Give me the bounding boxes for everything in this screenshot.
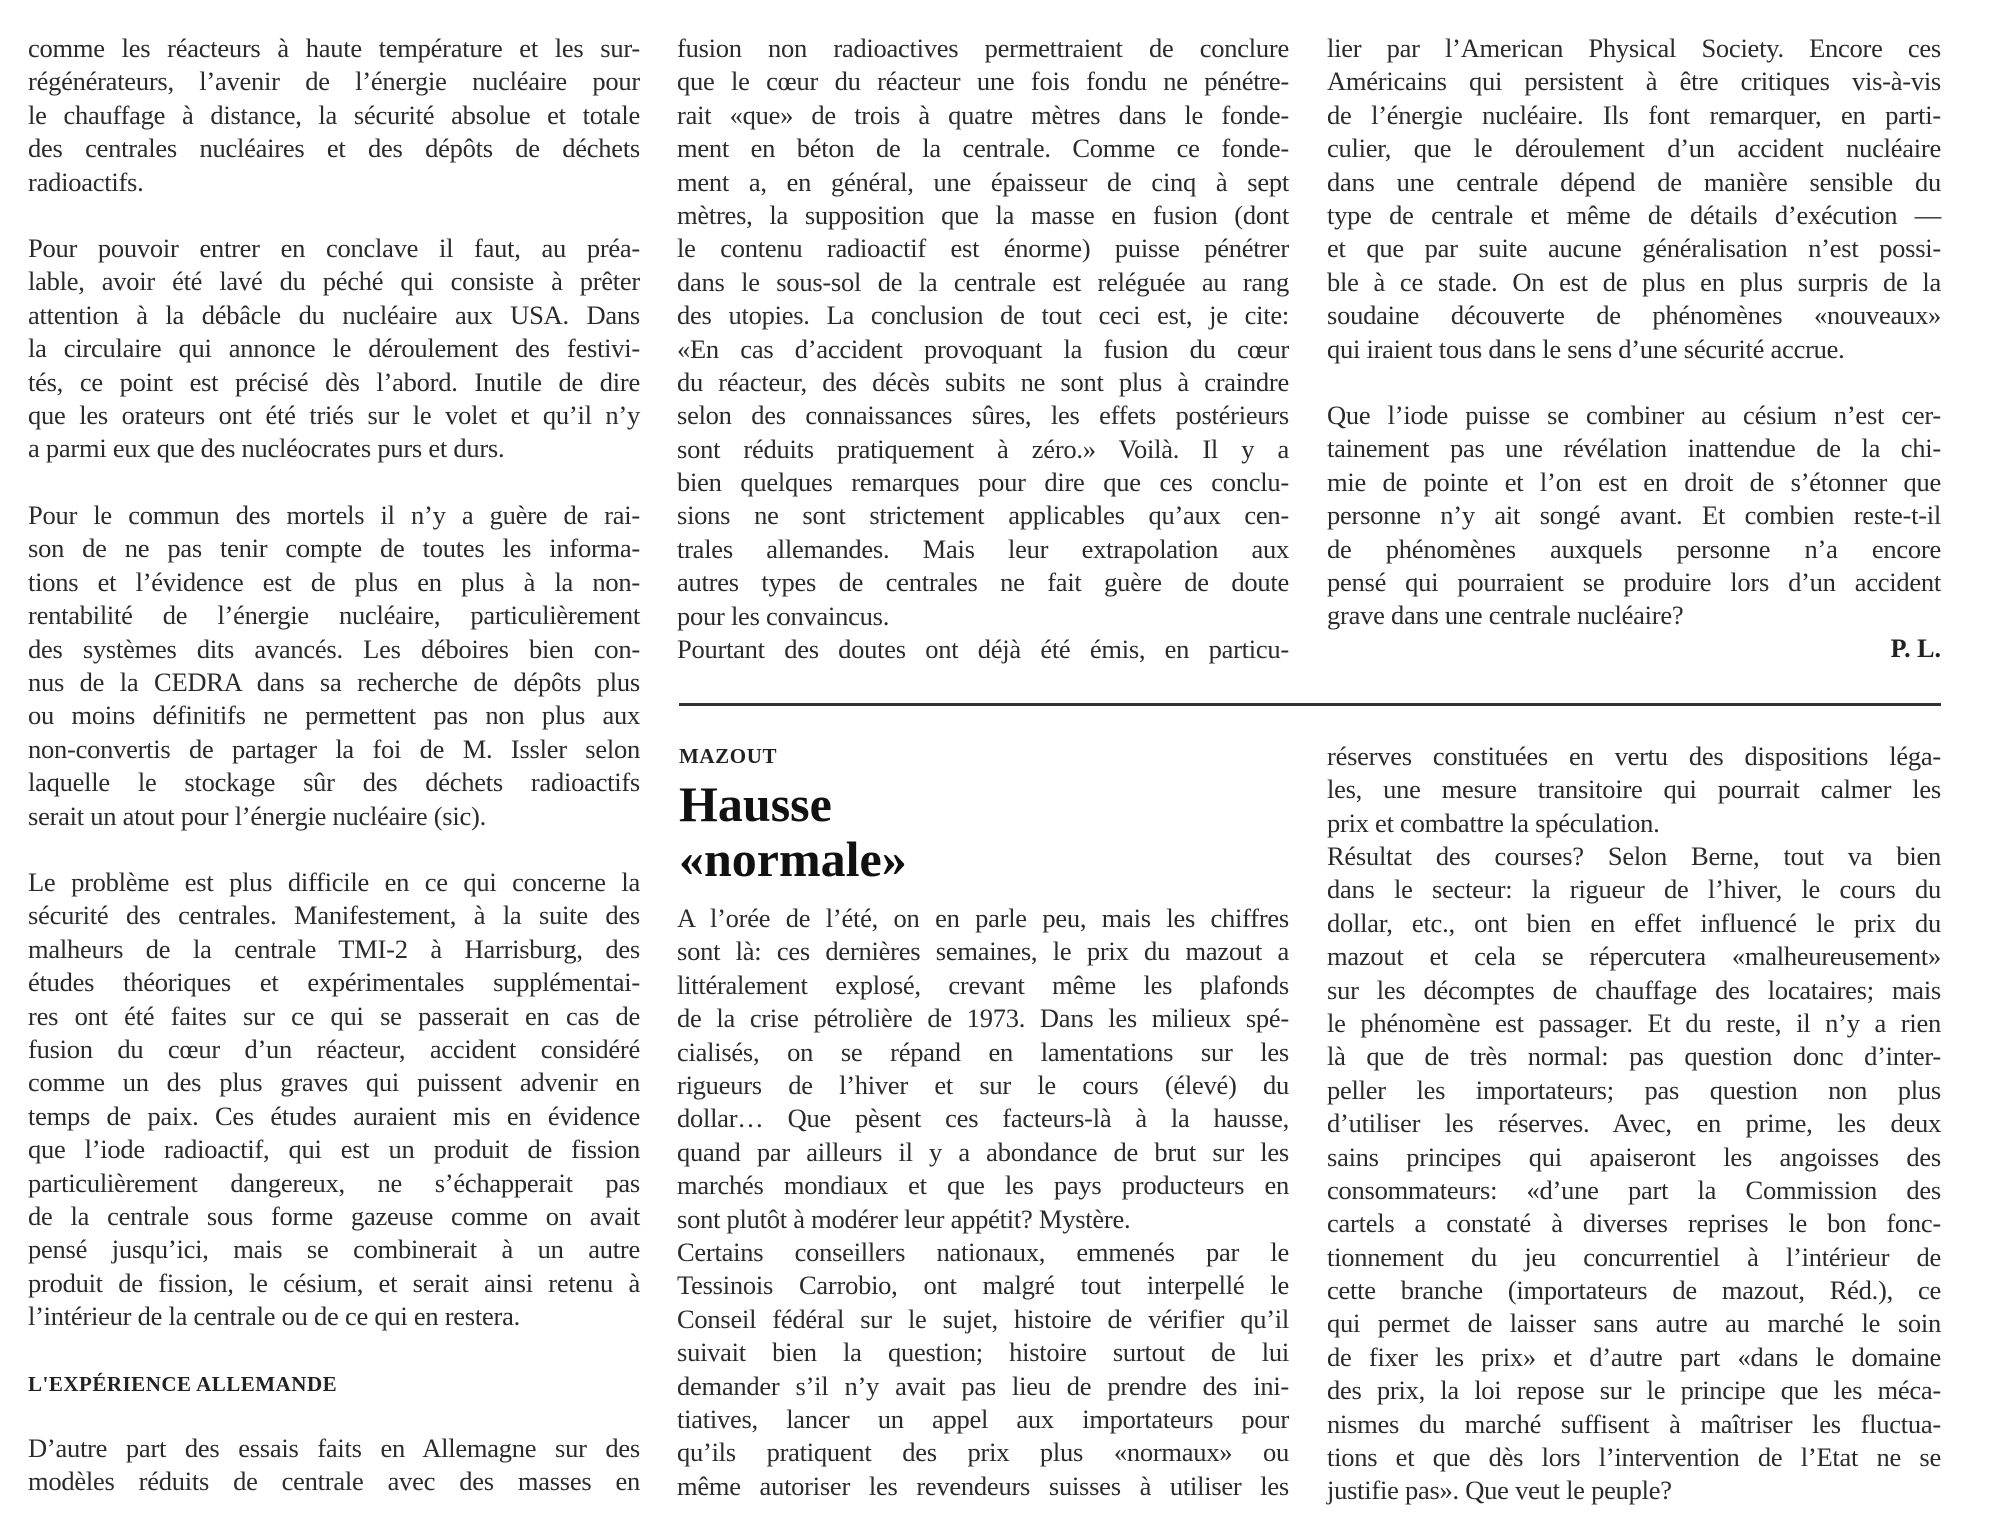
text-line: Pour le commun des mortels il n’y a guère de rai- — [28, 500, 640, 530]
text-line: Le problème est plus difficile en ce qui concerne la — [28, 867, 640, 897]
text-line: réserves constituées en vertu des dispositions léga- — [1327, 741, 1941, 771]
text-line: Certains conseillers nationaux, emmenés par le — [677, 1237, 1289, 1267]
text-line: cette branche (importateurs de mazout, Réd.), ce — [1327, 1275, 1941, 1306]
section-divider-rule — [679, 703, 1941, 706]
text-line: dans le secteur: la rigueur de l’hiver, le cours du — [1327, 874, 1941, 905]
text-line: rait «que» de trois à quatre mètres dans le fonde- — [677, 99, 1289, 130]
text-line: prix et combattre la spéculation. — [1327, 807, 1660, 838]
text-line: le chauffage à distance, la sécurité absolue et totale — [28, 99, 640, 130]
text-line: ment a, en général, une épaisseur de cinq à sept — [677, 166, 1289, 197]
text-line: tainement pas une révélation inattendue de la chi- — [1327, 433, 1941, 464]
text-line: sont là: ces dernières semaines, le prix du mazout a — [677, 936, 1289, 967]
text-line: fusion non radioactives permettraient de conclure — [677, 33, 1289, 63]
text-line: Conseil fédéral sur le sujet, histoire de vérifier qu’il — [677, 1303, 1289, 1334]
paragraph — [1327, 840, 1941, 1508]
text-line: cialisés, on se répand en lamentations sur les — [677, 1036, 1289, 1067]
text-line: lable, avoir été lavé du péché qui consiste à prêter — [28, 266, 640, 297]
text-line: tiatives, lancer un appel aux importateurs pour — [677, 1403, 1289, 1434]
text-line: le phénomène est passager. Et du reste, il n’y a rien — [1327, 1007, 1941, 1038]
text-line: tés, ce point est précisé dès l’abord. Inutile de dire — [28, 366, 640, 397]
author-signature: P. L. — [1890, 634, 1941, 663]
text-line: bien quelques remarques pour dire que ces conclu- — [677, 467, 1289, 498]
text-line: marchés mondiaux et que les pays producteurs en — [677, 1170, 1289, 1201]
text-line: littéralement explosé, crevant même les plafonds — [677, 969, 1289, 1000]
paragraph — [28, 866, 640, 1333]
text-line: D’autre part des essais faits en Allemagne sur des — [28, 1433, 640, 1463]
text-line: de fixer les prix» et d’autre part «dans le domaine — [1327, 1341, 1941, 1372]
text-line: culier, que le déroulement d’un accident nucléaire — [1327, 133, 1941, 164]
paragraph — [28, 32, 640, 199]
text-line: lier par l’American Physical Society. Encore ces — [1327, 33, 1941, 63]
text-line: laquelle le stockage sûr des déchets radioactifs — [28, 767, 640, 798]
paragraph — [28, 1432, 640, 1499]
paragraph — [1327, 399, 1941, 633]
text-line: suivait bien la question; histoire surtout de lui — [677, 1337, 1289, 1368]
text-line: soudaine découverte de phénomènes «nouveaux» — [1327, 300, 1941, 331]
text-line: de phénomènes auxquels personne n’a encore — [1327, 533, 1941, 564]
text-line: produit de fission, le césium, et serait ainsi retenu à — [28, 1267, 640, 1298]
text-line: son de ne pas tenir compte de toutes les informa- — [28, 533, 640, 564]
text-line: sains principes qui apaiseront les angoisses des — [1327, 1141, 1941, 1172]
text-line: nus de la CEDRA dans sa recherche de dépôts plus — [28, 666, 640, 697]
text-line: mazout et cela se répercutera «malheureusement» — [1327, 941, 1941, 972]
text-line: selon des connaissances sûres, les effets postérieurs — [677, 400, 1289, 431]
text-line: type de centrale et même de détails d’exécution — — [1327, 199, 1941, 230]
text-line: A l’orée de l’été, on en parle peu, mais les chiffres — [677, 903, 1289, 933]
text-line: dollar, etc., ont bien en effet influencé le prix du — [1327, 907, 1941, 938]
paragraph — [677, 32, 1289, 633]
text-line: et que par suite aucune généralisation n’est possi- — [1327, 233, 1941, 264]
text-line: res ont été faites sur ce qui se passerait en cas de — [28, 1000, 640, 1031]
text-line: là que de très normal: pas question donc d’inter- — [1327, 1041, 1941, 1072]
text-line: les, une mesure transitoire qui pourrait calmer les — [1327, 774, 1941, 805]
text-line: tions et que dès lors l’intervention de l’Etat ne se — [1327, 1442, 1941, 1473]
text-line: ou moins définitifs ne permettent pas non plus aux — [28, 700, 640, 731]
subheading: L'EXPÉRIENCE ALLEMANDE — [28, 1372, 338, 1396]
text-line: particulièrement dangereux, ne s’échapperait pas — [28, 1167, 640, 1198]
paragraph — [677, 633, 1289, 666]
paragraph — [1327, 32, 1941, 366]
text-line: de l’énergie nucléaire. Ils font remarquer, en parti- — [1327, 99, 1941, 130]
text-line: mie de pointe et l’on est en droit de s’étonner que — [1327, 466, 1941, 497]
headline-line: Hausse — [679, 776, 832, 832]
text-line: a parmi eux que des nucléocrates purs et durs. — [28, 433, 505, 464]
text-line: d’utiliser les réserves. Avec, en prime, les deux — [1327, 1108, 1941, 1139]
text-line: sécurité des centrales. Manifestement, à la suite des — [28, 900, 640, 931]
text-line: nismes du marché suffisent à maîtriser les fluctua- — [1327, 1408, 1941, 1439]
text-line: dollar… Que pèsent ces facteurs-là à la hausse, — [677, 1103, 1289, 1134]
text-line: de la centrale sous forme gazeuse comme on avait — [28, 1200, 640, 1231]
text-line: cartels a constaté à diverses reprises le bon fonc- — [1327, 1208, 1941, 1239]
text-line: la circulaire qui annonce le déroulement des festivi- — [28, 333, 640, 364]
text-line: grave dans une centrale nucléaire? — [1327, 600, 1684, 631]
text-line: des centrales nucléaires et des dépôts de déchets — [28, 133, 640, 164]
text-line: rigueurs de l’hiver et sur le cours (élevé) du — [677, 1069, 1289, 1100]
text-line: que le cœur du réacteur une fois fondu ne pénétre- — [677, 66, 1289, 97]
text-line: de la crise pétrolière de 1973. Dans les milieux spé- — [677, 1003, 1289, 1034]
text-line: personne n’y ait songé avant. Et combien reste-t-il — [1327, 500, 1941, 531]
text-line: ble à ce stade. On est de plus en plus surpris de la — [1327, 266, 1941, 297]
text-line: pensé jusqu’ici, mais se combinerait à un autre — [28, 1234, 640, 1265]
text-line: études théoriques et expérimentales supplémentai- — [28, 967, 640, 998]
paragraph — [677, 1236, 1289, 1503]
text-line: radioactifs. — [28, 166, 144, 197]
text-line: justifie pas». Que veut le peuple? — [1327, 1475, 1672, 1506]
paragraph — [1327, 740, 1941, 840]
text-line: consommateurs: «d’une part la Commission des — [1327, 1174, 1941, 1205]
text-line: du réacteur, des décès subits ne sont plus à craindre — [677, 366, 1289, 397]
text-line: malheurs de la centrale TMI-2 à Harrisburg, des — [28, 933, 640, 964]
article-headline — [679, 777, 907, 887]
text-line: fusion du cœur d’un réacteur, accident considéré — [28, 1033, 640, 1064]
article-kicker: MAZOUT — [679, 744, 778, 768]
text-line: tions et l’évidence est de plus en plus à la non- — [28, 566, 640, 597]
text-line: modèles réduits de centrale avec des masses en — [28, 1466, 640, 1497]
text-line: pensé qui pourraient se produire lors d’un accident — [1327, 566, 1941, 597]
text-line: peller les importateurs; pas question non plus — [1327, 1074, 1941, 1105]
text-line: pour les convaincus. — [677, 600, 890, 631]
text-line: sions ne sont strictement applicables qu’aux cen- — [677, 500, 1289, 531]
text-line: comme un des plus graves qui puissent advenir en — [28, 1067, 640, 1098]
text-line: sont plutôt à modérer leur appétit? Mystère. — [677, 1203, 1131, 1234]
text-line: des utopies. La conclusion de tout ceci est, je cite: — [677, 300, 1289, 331]
text-line: sur les décomptes de chauffage des locataires; mais — [1327, 974, 1941, 1005]
text-line: Que l’iode puisse se combiner au césium n’est cer- — [1327, 400, 1941, 430]
text-line: autres types de centrales ne fait guère de doute — [677, 567, 1289, 598]
text-line: mètres, la supposition que la masse en fusion (dont — [677, 199, 1289, 230]
text-line: que les orateurs ont été triés sur le volet et qu’il n’y — [28, 399, 640, 430]
text-line: attention à la débâcle du nucléaire aux USA. Dans — [28, 299, 640, 330]
text-line: régénérateurs, l’avenir de l’énergie nucléaire pour — [28, 66, 640, 97]
text-line: trales allemandes. Mais leur extrapolation aux — [677, 533, 1289, 564]
text-line: ment en béton de la centrale. Comme ce fonde- — [677, 133, 1289, 164]
headline-line: «normale» — [679, 831, 907, 887]
text-line: qui permet de laisser sans autre au marché le soin — [1327, 1308, 1941, 1339]
text-line: le contenu radioactif est énorme) puisse pénétrer — [677, 233, 1289, 264]
text-line: Américains qui persistent à être critiques vis-à-vis — [1327, 66, 1941, 97]
text-line: dans une centrale dépend de manière sensible du — [1327, 166, 1941, 197]
paragraph — [677, 902, 1289, 1236]
text-line: comme les réacteurs à haute température et les sur- — [28, 33, 640, 63]
text-line: rentabilité de l’énergie nucléaire, particulièrement — [28, 600, 640, 631]
text-line: sont réduits pratiquement à zéro.» Voilà. Il y a — [677, 433, 1289, 464]
text-line: dans le sous-sol de la centrale est reléguée au rang — [677, 266, 1289, 297]
text-line: non-convertis de partager la foi de M. Issler selon — [28, 733, 640, 764]
paragraph — [28, 499, 640, 833]
text-line: serait un atout pour l’énergie nucléaire (sic). — [28, 800, 486, 831]
text-line: des prix, la loi repose sur le principe que les méca- — [1327, 1375, 1941, 1406]
text-line: Pour pouvoir entrer en conclave il faut, au préa- — [28, 233, 640, 263]
text-line: des systèmes dits avancés. Les déboires bien con- — [28, 633, 640, 664]
text-line: demander s’il n’y avait pas lieu de prendre des ini- — [677, 1370, 1289, 1401]
text-line: Tessinois Carrobio, ont malgré tout interpellé le — [677, 1270, 1289, 1301]
text-line: l’intérieur de la centrale ou de ce qui en restera. — [28, 1301, 520, 1332]
text-line: même autoriser les revendeurs suisses à utiliser les — [677, 1470, 1289, 1501]
text-line: Pourtant des doutes ont déjà été émis, en particu- — [677, 634, 1289, 664]
paragraph — [28, 232, 640, 466]
text-line: quand par ailleurs il y a abondance de brut sur les — [677, 1136, 1289, 1167]
text-line: qu’ils pratiquent des prix plus «normaux» ou — [677, 1437, 1289, 1468]
text-line: qui iraient tous dans le sens d’une sécurité accrue. — [1327, 333, 1845, 364]
text-line: tionnement du jeu concurrentiel à l’intérieur de — [1327, 1241, 1941, 1272]
text-line: temps de paix. Ces études auraient mis en évidence — [28, 1100, 640, 1131]
text-line: «En cas d’accident provoquant la fusion du cœur — [677, 333, 1289, 364]
text-line: que l’iode radioactif, qui est un produit de fission — [28, 1134, 640, 1165]
text-line: Résultat des courses? Selon Berne, tout va bien — [1327, 841, 1941, 871]
